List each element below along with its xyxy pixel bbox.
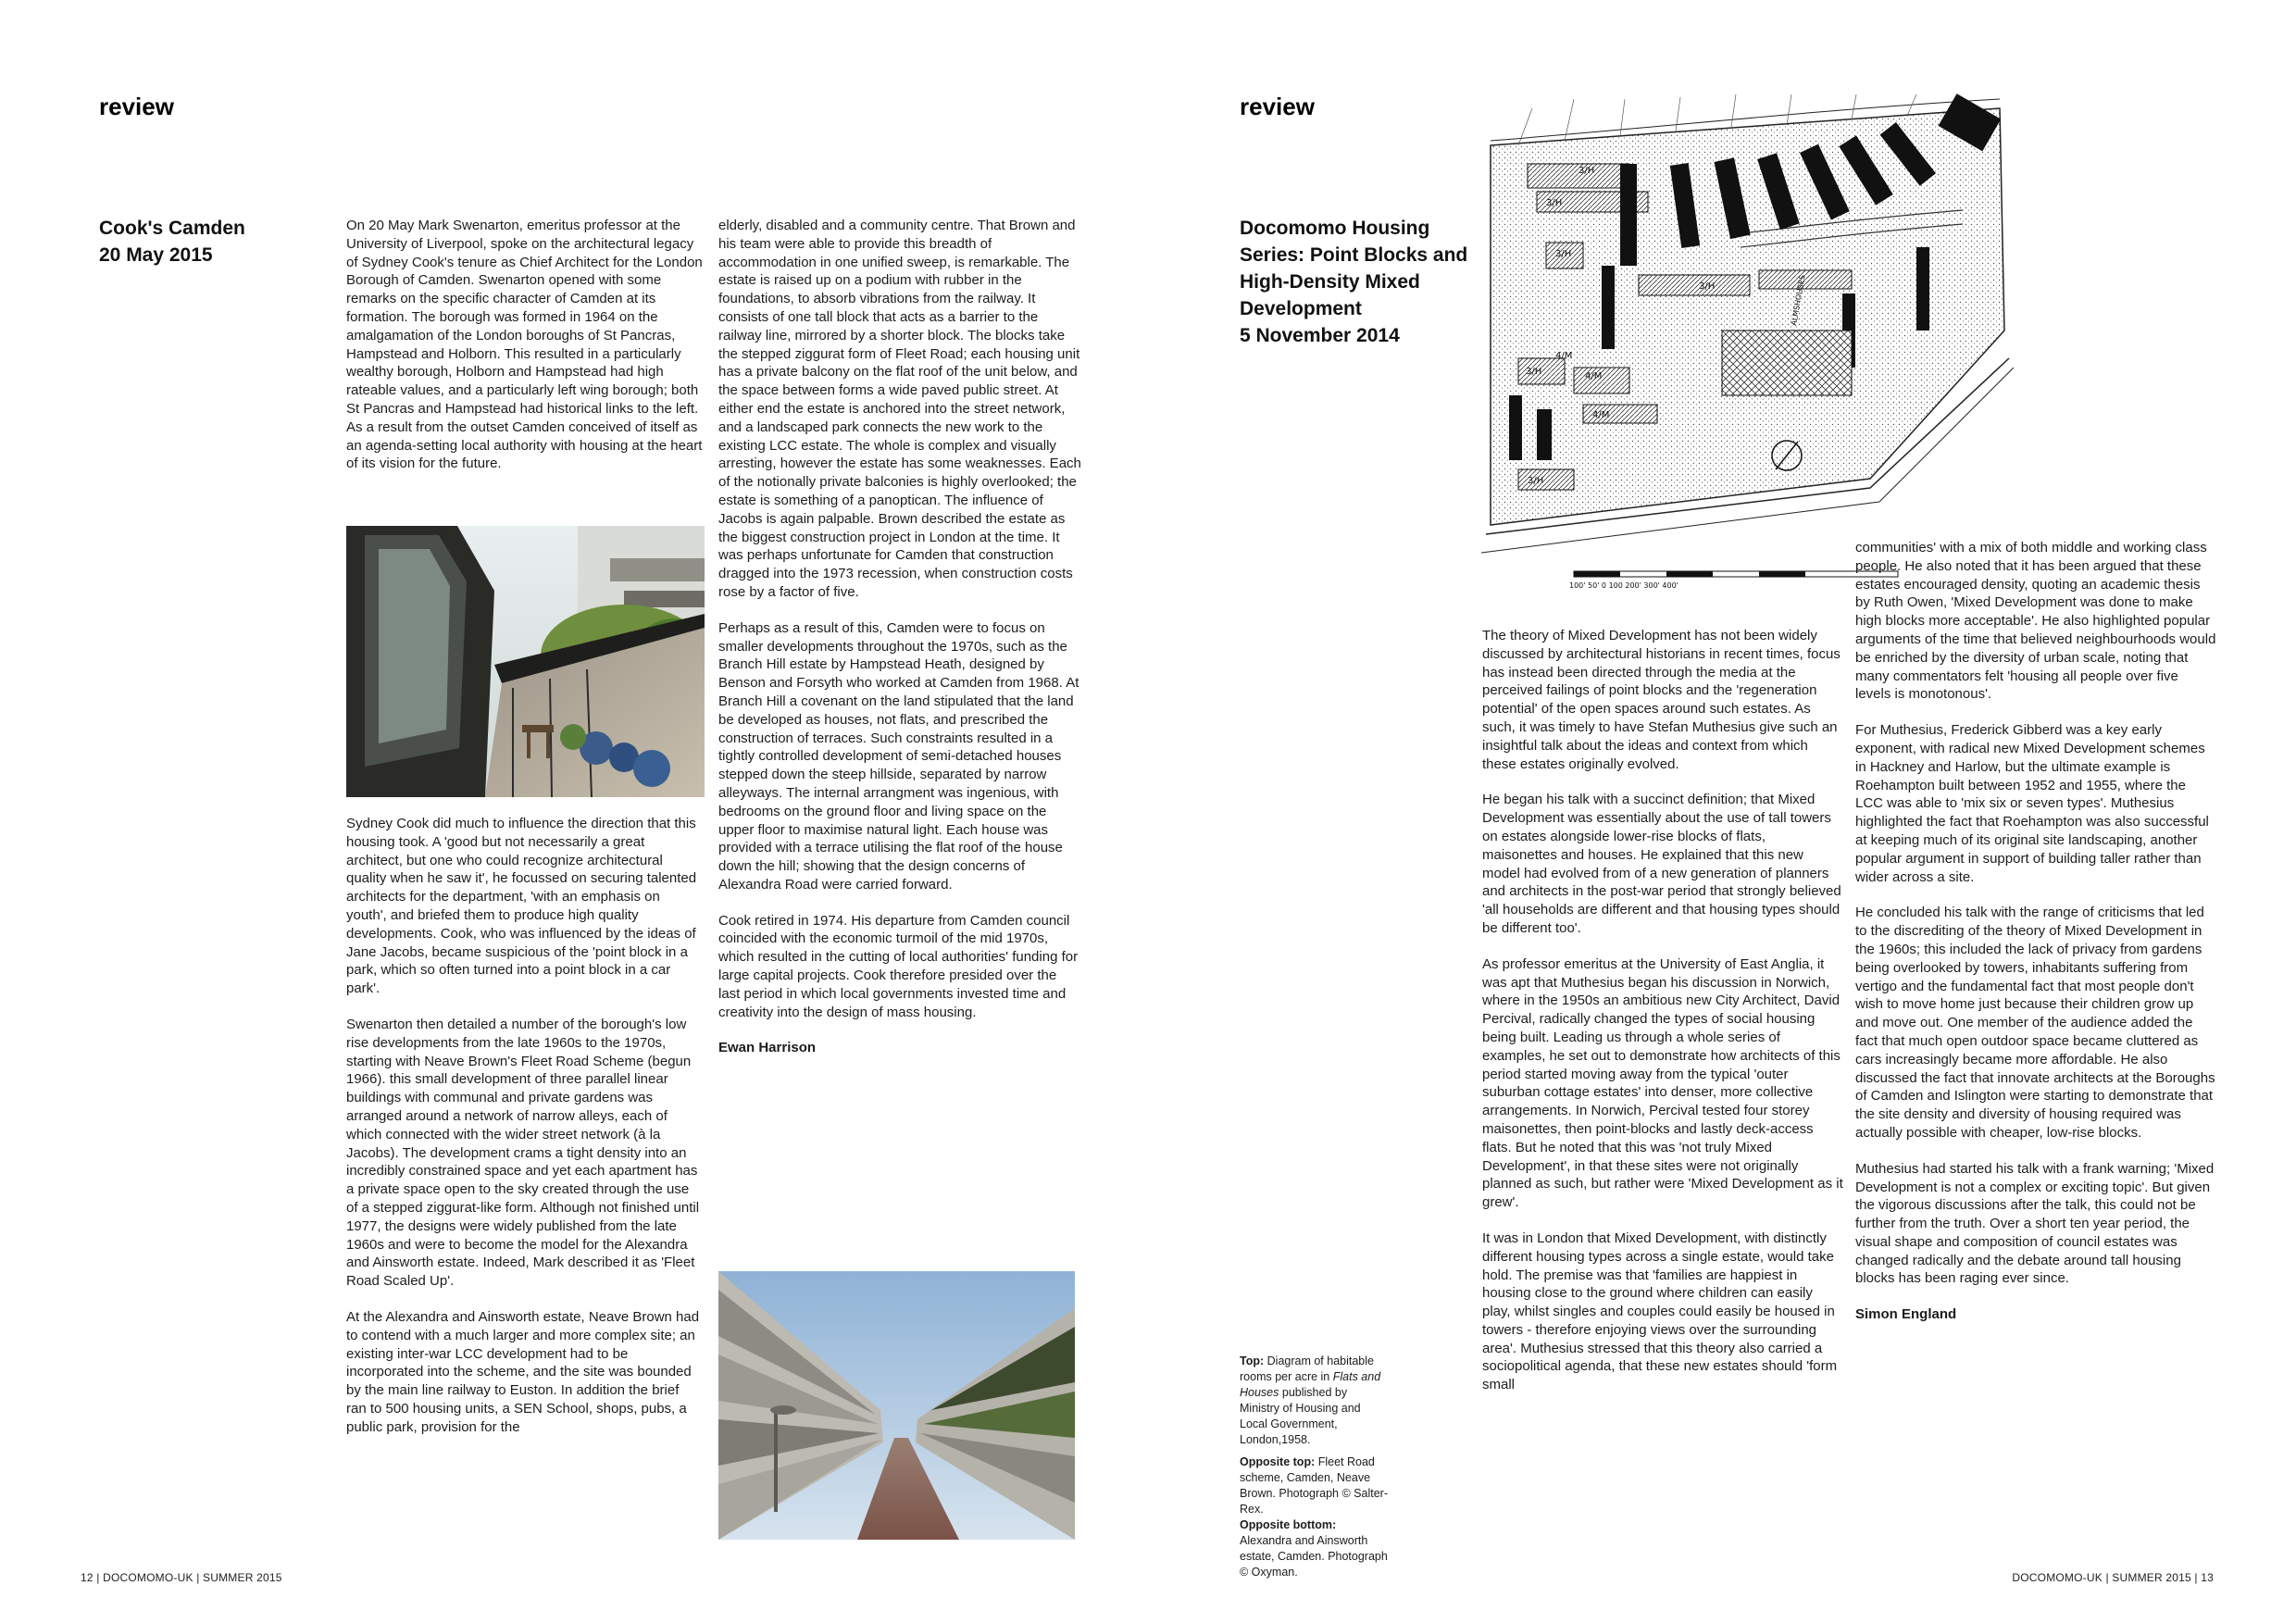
author-byline: Simon England (1855, 1306, 1957, 1323)
caption-text: Diagram of habitable rooms per acre in (1240, 1355, 1374, 1383)
plan-label: 3/H (1546, 198, 1563, 208)
paragraph: Sydney Cook did much to influence the direction that this housing took. A 'good but not necessarily a great architect, but one who could recognize architectural quality when he saw it', he focussed on securing talented architects for the department, 'with an emphasis on youth', and briefed them to produce high quality developments. Cook, who was influenced by the ideas of Jane Jacobs, became suspicious of the 'point block in a park, which so often turned into a point block in a car park'. (346, 816, 697, 997)
plan-label: 3/H (1526, 367, 1542, 377)
plan-label: 3/H (1528, 476, 1544, 486)
paragraph: For Muthesius, Frederick Gibberd was a key early exponent, with radical new Mixed Development schemes in Hackney and Harlow, but the ultimate example is Roehampton built between 1952 and 1955, where the LCC was able to 'mix six or seven types'. Muthesius highlighted the fact that Roehampton was also successful at keeping much of its original site landscaping, another popular argument in support of building taller rather than wider across a site. (1855, 722, 2209, 885)
image-captions (1240, 1354, 1388, 1587)
caption-opposite-top (1240, 1454, 1388, 1517)
title-date: 20 May 2015 (99, 244, 213, 266)
plan-label: 3/H (1555, 249, 1572, 259)
paragraph: He concluded his talk with the range of criticisms that led to the discrediting of the theory of Mixed Development in the 1960s; this included the lack of privacy from gardens being overlooked by towers, inhabitants suffering from vertigo and the fundamental fact that most people don't wish to move home just because their children grow up and move out. One member of the audience added the fact that much open outdoor space became cluttered as cars increasingly became more affordable. He also discussed the fact that innovate architects at the Boroughs of Camden and Islington were starting to demonstrate that the site density and diversity of housing required was actually possible with cheaper, low-rise blocks. (1855, 905, 2215, 1141)
caption-opposite-bottom (1240, 1517, 1388, 1580)
caption-label: Top: (1240, 1355, 1265, 1367)
article-title (1240, 215, 1467, 349)
page-footer: 12 | DOCOMOMO-UK | SUMMER 2015 (81, 1571, 282, 1584)
paragraph: Muthesius had started his talk with a frank warning; 'Mixed Development is not a complex or exciting topic'. But given the vigorous discussions after the talk, this could not be further from the truth. Over a short ten year period, the visual shape and composition of council estates was changed radically and the debate around tall housing blocks has been raging ever since. (1855, 1160, 2215, 1287)
title-line: Series: Point Blocks and (1240, 244, 1468, 266)
plan-label: 4/M (1585, 371, 1603, 381)
page-footer: DOCOMOMO-UK | SUMMER 2015 | 13 (2012, 1571, 2214, 1584)
title-line: Cook's Camden (99, 218, 245, 239)
paragraph: communities' with a mix of both middle and working class people. He also noted that it has been argued that these estates encouraged density, quoting an academic thesis by Ruth Owen, 'Mixed Development was done to make high blocks more acceptable'. He also highlighted popular arguments of the time that believed neighbourhoods would be enriched by the diversity of urban scale, noting that many commentators felt 'housing all people over five levels is monotonous'. (1855, 540, 2216, 703)
caption-text: published by Ministry of Housing and Local Government, London,1958. (1240, 1386, 1361, 1446)
fleet-road-photo (346, 526, 705, 797)
alexandra-estate-photo (718, 1271, 1075, 1540)
column-2 (718, 217, 1081, 1075)
plan-label: 4/M (1592, 410, 1610, 420)
site-plan-diagram (1481, 90, 2014, 590)
section-label: review (99, 93, 174, 120)
plan-label: 3/H (1699, 281, 1716, 292)
title-line: Docomomo Housing (1240, 218, 1430, 239)
caption-top (1240, 1354, 1388, 1448)
paragraph: On 20 May Mark Swenarton, emeritus professor at the University of Liverpool, spoke on the architectural legacy of Sydney Cook's tenure as Chief Architect for the London Borough of Camden. Swenarton opened with some remarks on the specific character of Camden at its formation. The borough was formed in 1964 on the amalgamation of the London boroughs of St Pancras, Hampstead and Holborn. This resulted in a particularly wealthy borough, Holborn and Hampstead had high rateable values, and a particularly left wing borough; both St Pancras and Hampstead had historical links to the left. As a result from the outset Camden conceived of itself as an agenda-setting local authority with housing at the heart of its vision for the future. (346, 218, 703, 472)
paragraph: It was in London that Mixed Development, with distinctly different housing types across a single estate, would take hold. The premise was that 'families are happiest in housing close to the ground where children can easily play, whilst singles and couples could easily be housed in towers - therefore enjoying views over the surrounding area'. Muthesius stressed that this theory also carried a sociopolitical agenda, that these new estates should 'form small (1482, 1230, 1838, 1393)
paragraph: The theory of Mixed Development has not been widely discussed by architectural historians in recent times, focus has instead been directed through the media at the perceived failings of point blocks and the 'regeneration potential' of the open spaces around such estates. As such, it was timely to have Stefan Muthesius give such an insightful talk about the ideas and context from which these estates originally evolved. (1482, 628, 1841, 772)
column-2 (1855, 539, 2216, 1342)
caption-text: Alexandra and Ainsworth estate, Camden. Photograph © Oxyman. (1240, 1534, 1388, 1579)
column-1-bottom (346, 815, 703, 1454)
title-date: 5 November 2014 (1240, 325, 1400, 346)
caption-italic: Flats and Houses (1240, 1370, 1381, 1399)
caption-label: Opposite top: (1240, 1455, 1316, 1468)
paragraph: Swenarton then detailed a number of the borough's low rise developments from the late 1960s to the 1970s, starting with Neave Brown's Fleet Road Scheme (begun 1966). this small development of three parallel linear buildings with communal and private gardens was arranged around a network of narrow alleys, each of which connected with the wider street network (à la Jacobs). The development crams a tight density into an incredibly constrained space and yet each apartment has a private space open to the sky created through the use of a stepped ziggurat-like form. Although not finished until 1977, the designs were widely published from the late 1960s and were to become the model for the Alexandra and Ainsworth estate. Indeed, Mark described it as 'Fleet Road Scaled Up'. (346, 1016, 700, 1290)
plan-scale: 100' 50' 0 100 200' 300' 400' (1569, 581, 1678, 590)
title-line: Development (1240, 298, 1362, 319)
title-line: High-Density Mixed (1240, 271, 1420, 293)
article-title (99, 215, 245, 268)
column-1-top (346, 217, 703, 491)
paragraph: As professor emeritus at the University of East Anglia, it was apt that Muthesius began his discussion in Norwich, where in the 1950s an ambitious new City Architect, David Percival, radically changed the types of social housing being built. Leading us through a whole series of examples, he set out to demonstrate how architects of this period started moving away from the typical 'outer suburban cottage estates' into denser, more collective arrangements. In Norwich, Percival tested four storey maisonettes, then point-blocks and lastly deck-access flats. But he noted that this was 'not truly Mixed Development', in that these sites were not originally planned as such, but rather were 'Mixed Development as it grew'. (1482, 955, 1843, 1211)
paragraph: Perhaps as a result of this, Camden were to focus on smaller developments throughout the 1970s, such as the Branch Hill estate by Hampstead Heath, designed by Benson and Forsyth who worked at Camden from 1968. At Branch Hill a covenant on the land stipulated that the land be developed as houses, not flats, and prescribed the construction of terraces. Such constraints resulted in a tightly controlled development of semi-detached houses stepped down the steep hillside, separated by narrow alleyways. The internal arrangment was ingenious, with bedrooms on the ground floor and living space on the upper floor to maximise natural light. Each house was provided with a terrace utilising the flat roof of the house down the hill; showing that the design concerns of Alexandra Road were carried forward. (718, 619, 1079, 893)
plan-label: ALMSHOUSES (1790, 274, 1807, 327)
paragraph: Cook retired in 1974. His departure from Camden council coincided with the economic turmoil of the mid 1970s, which resulted in the cutting of local authorities' funding for large capital projects. Cook therefore presided over the last period in which local governments invested time and creativity into the design of mass housing. (718, 912, 1079, 1020)
paragraph: At the Alexandra and Ainsworth estate, Neave Brown had to contend with a much larger and more complex site; an existing inter-war LCC development had to be incorporated into the scheme, and the site was bounded by the main line railway to Euston. In addition the brief ran to 500 housing units, a SEN School, shops, pubs, a public park, provision for the (346, 1308, 700, 1435)
paragraph: He began his talk with a succinct definition; that Mixed Development was essentially about the use of tall towers on estates alongside lower-rise blocks of flats, maisonettes and houses. He explained that this new model had evolved from of a new generation of planners and architects in the post-war period that strongly believed 'all households are different and that housing types should be different too'. (1482, 792, 1841, 936)
paragraph: elderly, disabled and a community centre. That Brown and his team were able to provide this breadth of accommodation in one unified sweep, is remarkable. The estate is raised up on a podium with rubber in the foundations, to absorb vibrations from the railway. It consists of one tall block that acts as a barrier to the railway line, mirrored by a shorter block. The blocks take the stepped ziggurat form of Fleet Road; each housing unit has a private balcony on the flat roof of the unit below, and the space between forms a wide paved public street. At either end the estate is anchored into the street network, and a landscaped park connects the new work to the existing LCC estate. The whole is complex and visually arresting, however the estate has some weaknesses. Each of the notionally private balconies is highly overlooked; the estate is something of a panoptican. The influence of Jacobs is again palpable. Brown described the estate as the biggest construction project in London at the time. It was perhaps unfortunate for Camden that construction dragged into the 1973 recession, when construction costs rose by a factor of five. (718, 218, 1081, 600)
plan-label: 3/H (1578, 166, 1595, 176)
author-byline: Ewan Harrison (718, 1040, 817, 1056)
caption-text: Fleet Road scheme, Camden, Neave Brown. Photograph © Salter-Rex. (1240, 1455, 1388, 1516)
section-label: review (1240, 93, 1315, 120)
column-1 (1482, 627, 1843, 1412)
plan-label: 4/M (1555, 351, 1573, 361)
caption-label: Opposite bottom: (1240, 1518, 1337, 1531)
right-page (1148, 0, 2296, 1623)
